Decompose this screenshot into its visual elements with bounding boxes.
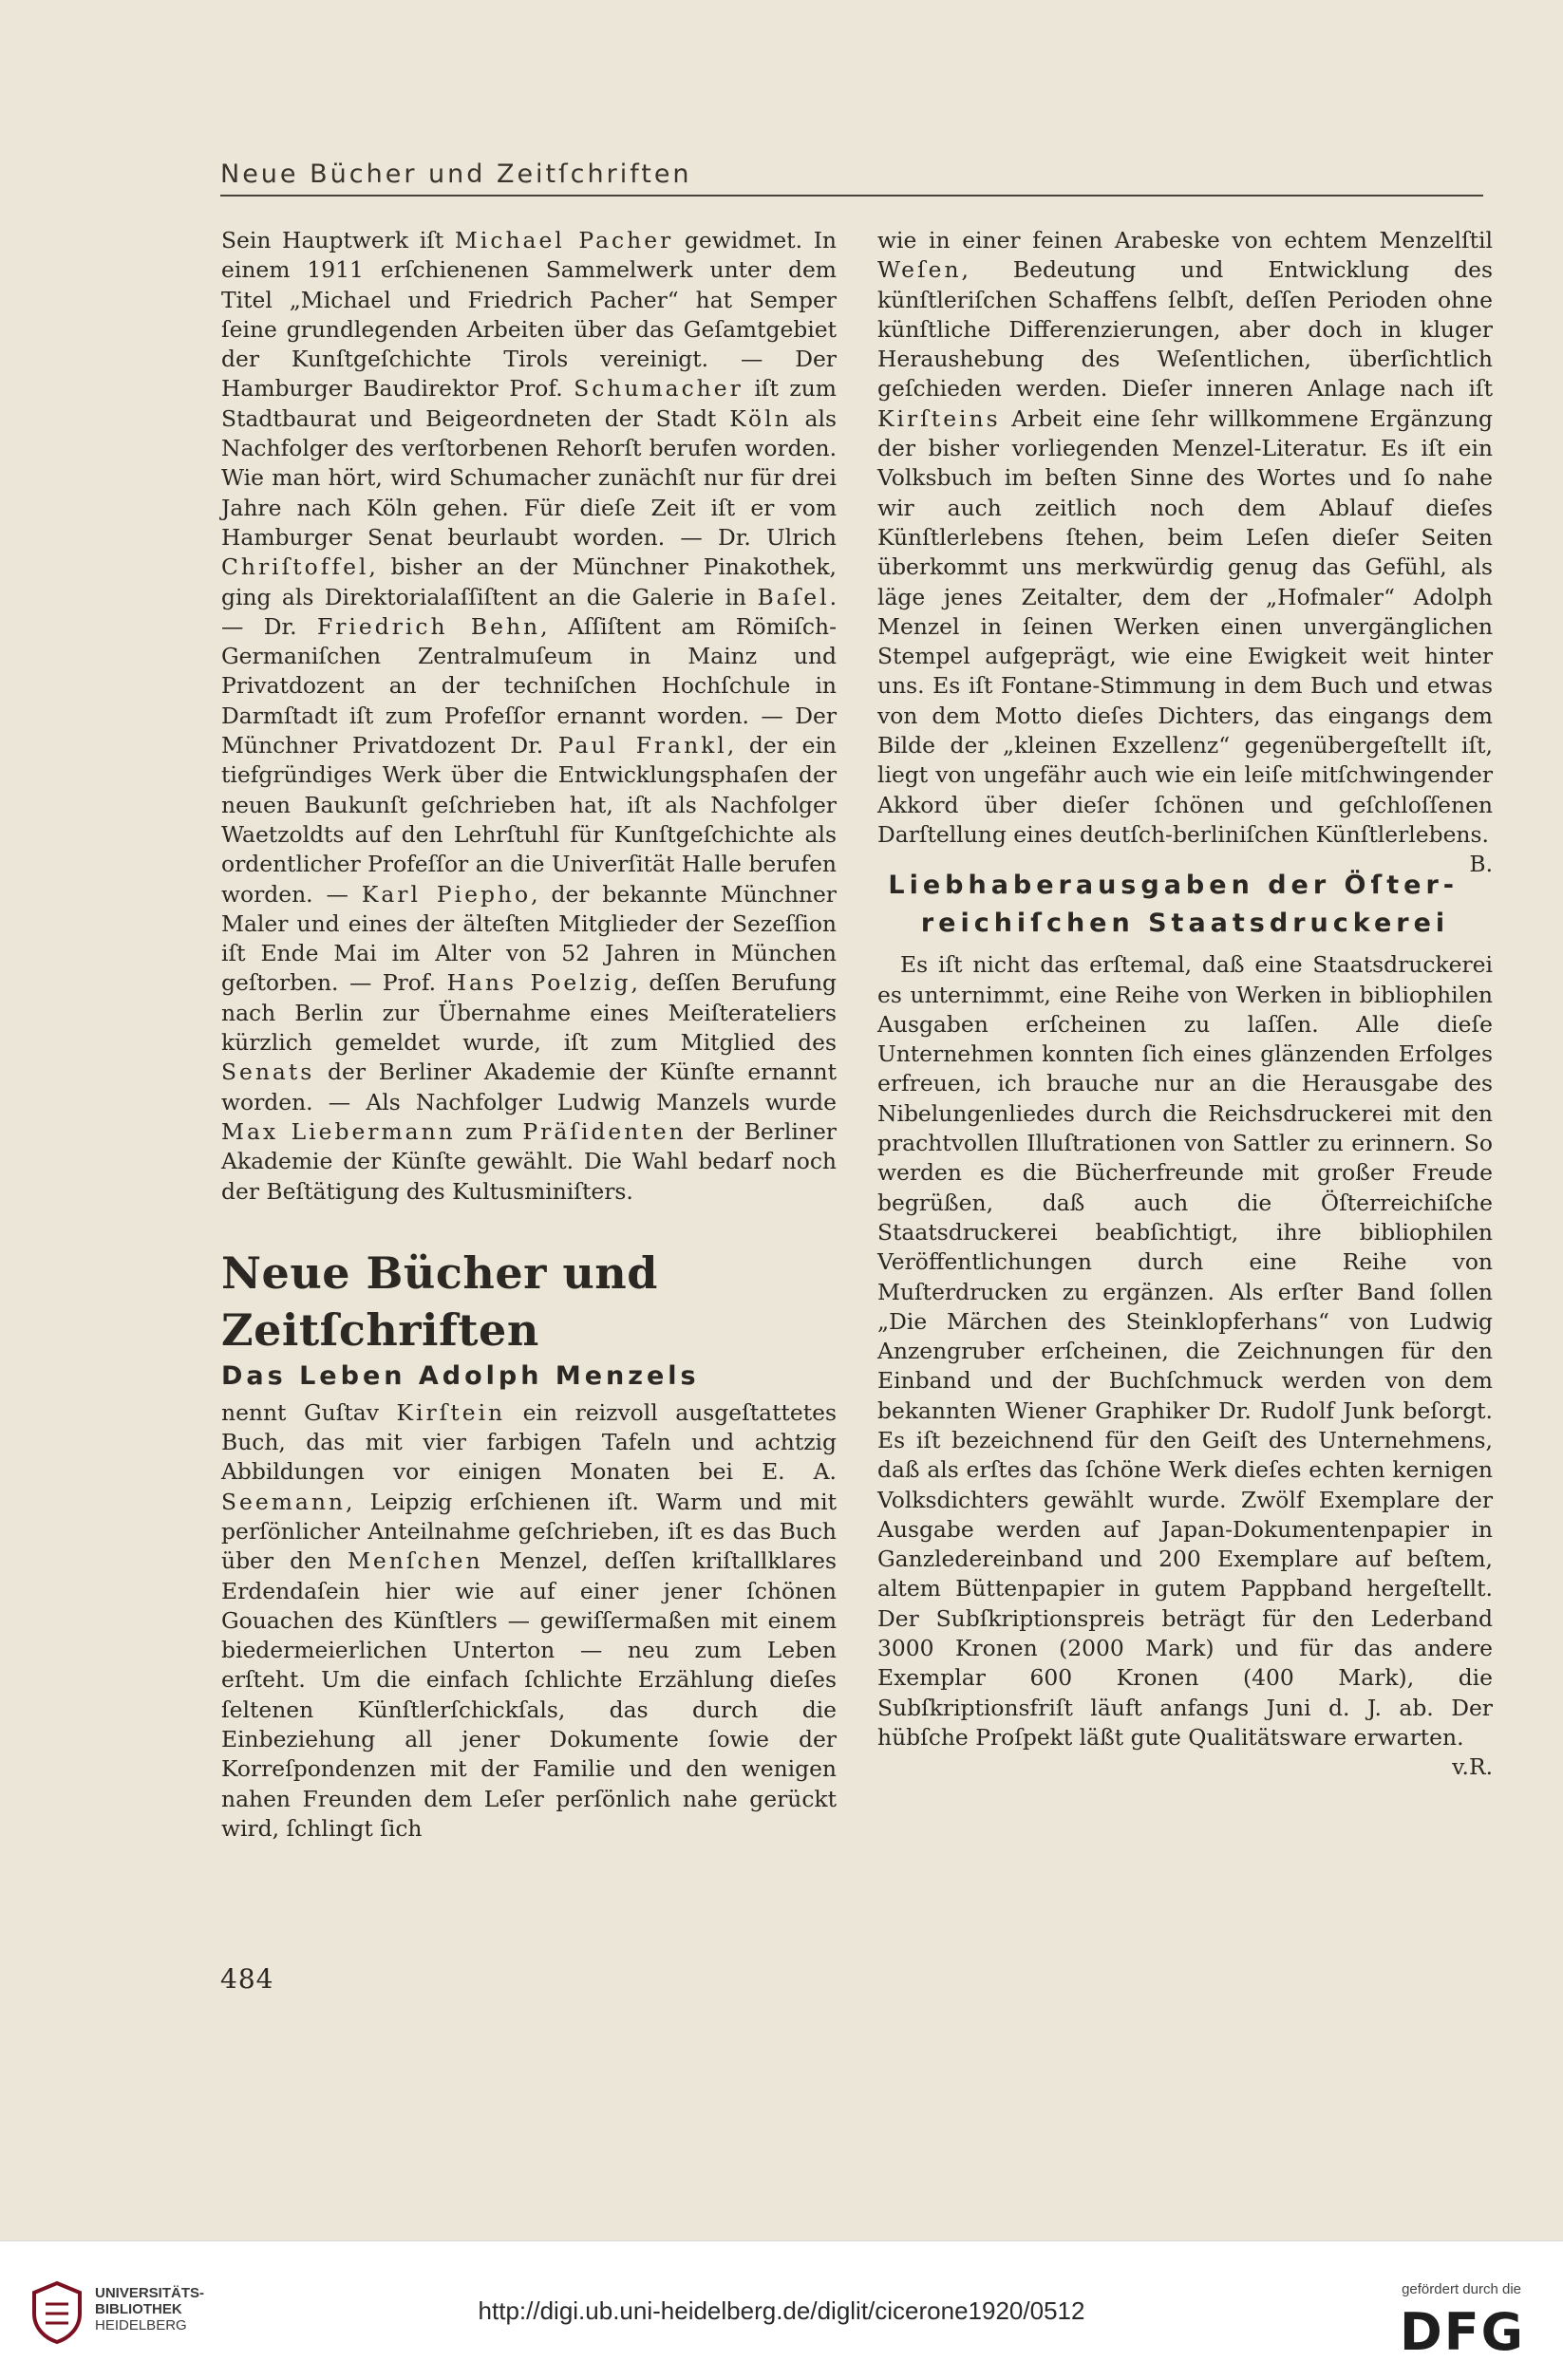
footer-bar bbox=[0, 2240, 1563, 2380]
running-head: Neue Bücher und Zeitſchriften bbox=[220, 159, 692, 189]
funded-by-label: gefördert durch die bbox=[1402, 2281, 1521, 2297]
section-subtitle-menzel: Das Leben Adolph Menzels bbox=[221, 1360, 700, 1391]
spaced-name: Kirſteins bbox=[877, 404, 1001, 432]
dfg-logo: DFG bbox=[1399, 2302, 1525, 2362]
spaced-name: Schumacher bbox=[574, 375, 744, 403]
spaced-name: Friedrich Behn bbox=[317, 612, 541, 640]
page-number: 484 bbox=[220, 1963, 274, 1995]
spaced-name: Menſchen bbox=[347, 1547, 483, 1575]
spaced-name: Hans Poelzig bbox=[446, 969, 631, 997]
spaced-name: Chriſtoffel bbox=[221, 553, 369, 581]
spaced-name: Baſel bbox=[757, 583, 830, 610]
left-column bbox=[221, 226, 837, 1844]
left-paragraph-news: Sein Hauptwerk iſt Michael Pacher gewidmet. In einem 1911 erſchienenen Sammelwerk unter dem Titel „Michael und Friedrich Pacher“ hat Semper ſeine grundlegenden Arbeiten über das Geſamtgebiet der Kunſtgeſchichte Tirols vereinigt. — Der Hamburger Baudirektor Prof. Schumacher iſt zum Stadtbaurat und Beigeordneten der Stadt Köln als Nachfolger des verſtorbenen Rehorſt berufen worden. Wie man hört, wird Schumacher zunächſt nur für drei Jahre nach Köln gehen. Für dieſe Zeit iſt er vom Hamburger Senat beurlaubt worden. — Dr. Ulrich Chriſtoffel, bisher an der Münchner Pinakothek, ging als Direktorialaſſiſtent an die Galerie in Baſel. — Dr. Friedrich Behn, Aſſiſtent am Römiſch-Germaniſchen Zentralmuſeum in Mainz und Privatdozent an der techniſchen Hochſchule in Darmſtadt iſt zum Profeſſor ernannt worden. — Der Münchner Privatdozent Dr. Paul Frankl, der ein tiefgründiges Werk über die Entwicklungsphaſen der neuen Baukunſt geſchrieben hat, iſt als Nachfolger Waetzoldts auf den Lehrſtuhl für Kunſtgeſchichte als ordentlicher Profeſſor an die Univerſität Halle berufen worden. — Karl Piepho, der bekannte Münchner Maler und eines der älteſten Mitglieder der Sezeſſion iſt Ende Mai im Alter von 52 Jahren in München geſtorben. — Prof. Hans Poelzig, deſſen Berufung nach Berlin zur Übernahme eines Meiſterateliers kürzlich gemeldet wurde, iſt zum Mitglied des Senats der Berliner Akademie der Künſte ernannt worden. — Als Nachfolger Ludwig Manzels wurde Max Liebermann zum Präſidenten der Berliner Akademie der Künſte gewählt. Die Wahl bedarf noch der Beſtätigung des Kultusminiſters. bbox=[221, 227, 838, 1205]
spaced-name: Köln bbox=[729, 404, 792, 432]
subtitle-line-1: Liebhaberausgaben der Öſter- bbox=[888, 871, 1459, 901]
section-title: Neue Bücher und Zeitſchriften bbox=[221, 1246, 658, 1356]
spaced-name: Senats bbox=[221, 1059, 315, 1086]
spaced-name: Karl Piepho bbox=[361, 880, 532, 908]
left-paragraph-review: nennt Guſtav Kirſtein ein reizvoll ausgeſtattetes Buch, das mit vier farbigen Tafeln und achtzig Abbildungen vor einigen Monaten bei E. A. Seemann, Leipzig erſchienen iſt. Warm und mit perſönlicher Anteilnahme geſchrieben, iſt es das Buch über den Menſchen Menzel, deſſen kriſtallklares Erdendaſein hier wie auf einer jener ſchönen Gouachen des Künſtlers — gewiſſermaßen mit einem biedermeierlichen Unterton — neu zum Leben erſteht. Um die einfach ſchlichte Erzählung dieſes ſeltenen Künſtlerſchickſals, das durch die Einbeziehung all jener Dokumente ſowie der Korreſpondenzen mit der Familie und den wenigen nahen Freunden dem Leſer perſönlich nahe gerückt wird, ſchlingt ſich bbox=[221, 1398, 837, 1842]
right-paragraph-review-cont: wie in einer feinen Arabeske von echtem Menzelſtil Weſen, Bedeutung und Entwicklung des künſtleriſchen Schaffens ſelbſt, deſſen Perioden ohne künſtliche Differenzierungen, aber doch in kluger Heraushebung des Weſentlichen, überſichtlich geſchieden werden. Dieſer inneren Anlage nach iſt Kirſteins Arbeit eine ſehr willkommene Ergänzung der bisher vorliegenden Menzel-Literatur. Es iſt ein Volksbuch im beſten Sinne des Wortes und ſo nahe wir auch zeitlich noch dem Ablauf dieſes Künſtlerlebens ſtehen, beim Leſen dieſer Seiten überkommt uns merkwürdig genug das Gefühl, als läge jenes Zeitalter, dem der „Hofmaler“ Adolph Menzel in ſeinen Werken einen unvergänglichen Stempel aufgeprägt, wie eine Ewigkeit weit hinter uns. Es iſt Fontane-Stimmung in dem Buch und etwas von dem Motto dieſes Dichters, das eingangs dem Bilde der „kleinen Exzellenz“ gegenübergeſtellt iſt, liegt von ungefähr auch wie ein leiſe mitſchwingender Akkord über dieſer ſchönen und geſchloſſenen Darſtellung eines deutſch-berliniſchen Künſtlerlebens. B. bbox=[877, 226, 1493, 850]
spaced-name: Weſen bbox=[877, 256, 962, 284]
section-subtitle-staatsdruckerei bbox=[877, 867, 1493, 943]
right-column bbox=[877, 226, 1493, 1783]
right-paragraph-staatsdruckerei: Es iſt nicht das erſtemal, daß eine Staatsdruckerei es unternimmt, eine Reihe von Werken in bibliophilen Ausgaben erſcheinen zu laſſen. Alle dieſe Unternehmen konnten ſich eines glänzenden Erfolges erfreuen, ich brauche nur an die Herausgabe des Nibelungenliedes durch die Reichsdruckerei mit den prachtvollen Illuſtrationen von Sattler zu erinnern. So werden es die Bücherfreunde mit großer Freude begrüßen, daß auch die Öſterreichiſche Staatsdruckerei beabſichtigt, ihre bibliophilen Veröffentlichungen durch eine Reihe von Muſterdrucken zu ergänzen. Als erſter Band ſollen „Die Märchen des Steinklopferhans“ von Ludwig Anzengruber erſcheinen, die Zeichnungen für den Einband und der Buchſchmuck werden von dem bekannten Wiener Graphiker Dr. Rudolf Junk beſorgt. Es iſt bezeichnend für den Geiſt des Unternehmens, daß als erſtes das ſchöne Werk dieſes echten kernigen Volksdichters gewählt wurde. Zwölf Exemplare der Ausgabe werden auf Japan-Dokumentenpapier in Ganzledereinband und 200 Exemplare auf beſtem, altem Büttenpapier in gutem Pappband hergeſtellt. Der Subſkriptionspreis beträgt für den Lederband 3000 Kronen (2000 Mark) und für das andere Exemplar 600 Kronen (400 Mark), die Subſkriptionsfriſt läuft anfangs Juni d. J. ab. Der hübſche Proſpekt läßt gute Qualitätsware erwarten. v.R. bbox=[877, 950, 1493, 1752]
subtitle-line-2: reichiſchen Staatsdruckerei bbox=[920, 909, 1450, 939]
spaced-name: Paul Frankl bbox=[557, 732, 727, 759]
spaced-name: Präſidenten bbox=[522, 1117, 687, 1145]
institution-name: UNIVERSITÄTS- BIBLIOTHEK HEIDELBERG bbox=[95, 2285, 205, 2333]
signature-b: B. bbox=[1469, 851, 1493, 878]
signature-vr: v.R. bbox=[1452, 1753, 1493, 1781]
spaced-name: Max Liebermann bbox=[221, 1117, 456, 1145]
spaced-name: Seemann bbox=[221, 1488, 346, 1515]
spaced-name: Michael Pacher bbox=[454, 227, 674, 253]
spaced-name: Kirſtein bbox=[396, 1398, 506, 1426]
source-url-link[interactable]: http://digi.ub.uni-heidelberg.de/diglit/cicerone1920/0512 bbox=[478, 2296, 1085, 2325]
header-rule bbox=[220, 195, 1483, 197]
